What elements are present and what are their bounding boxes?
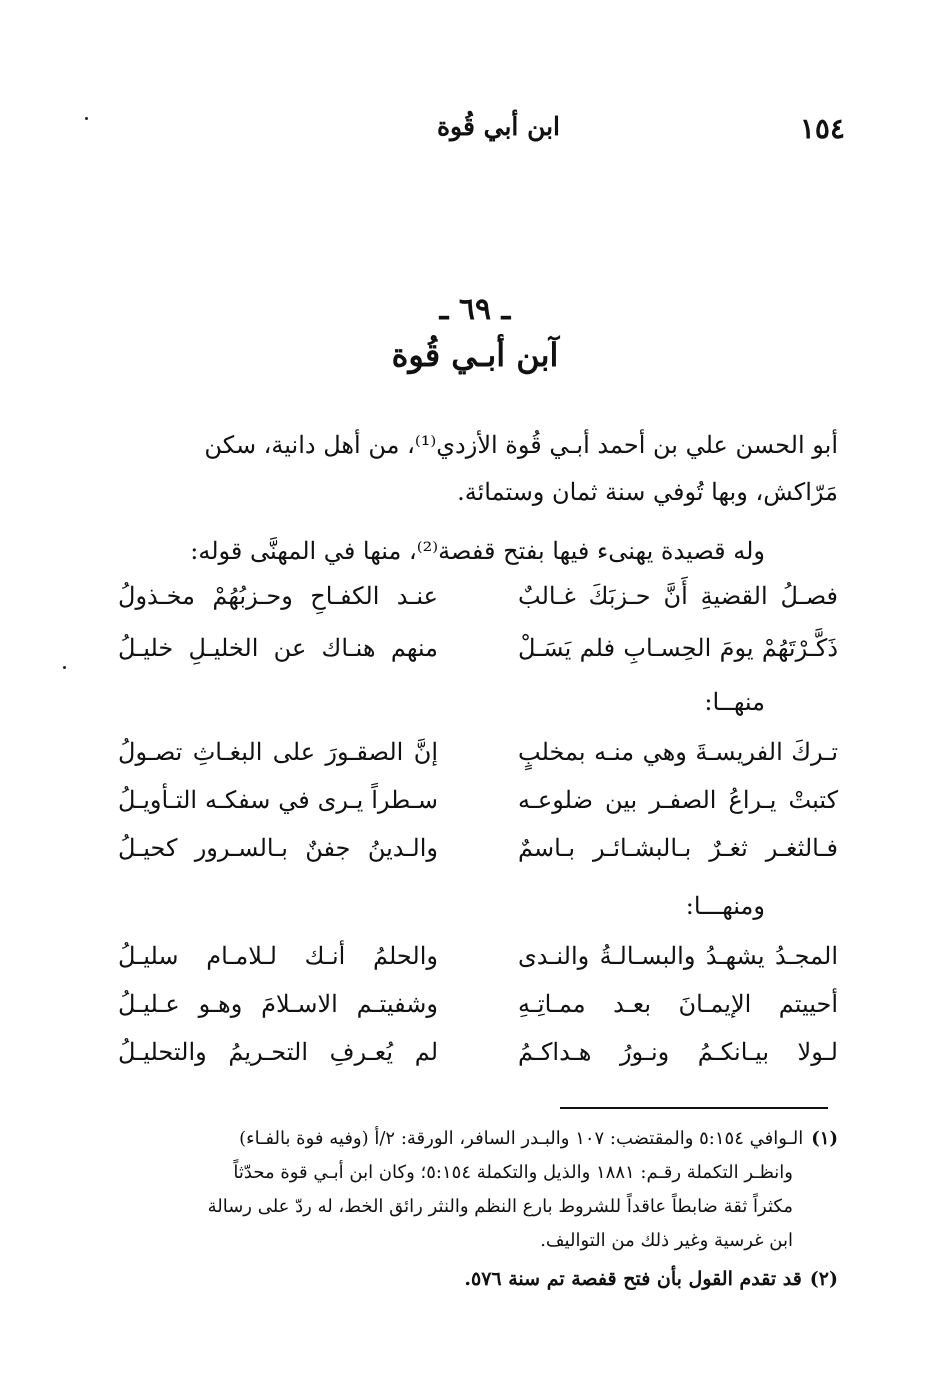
scan-speck (85, 117, 88, 120)
verse-second-hemistich: لم يُعـرفِ التحـريمُ والتحليـلُ (118, 1038, 438, 1066)
footnote-separator (560, 1107, 828, 1109)
verse-first-hemistich: كتبتْ يـراعُ الصفـر بين ضلوعـه (518, 786, 838, 814)
verse-second-hemistich: عنـد الكفـاحِ وحـزبُهُمْ مخـذولُ (118, 582, 438, 610)
verse-first-hemistich: أحييتم الإيمـانَ بعـد ممـاتِـهِ (518, 990, 838, 1018)
verse-line (118, 942, 838, 992)
footnote-1-line: مكثراً ثقة ضابطاً عاقداً للشروط بارع النظم والنثر رائق الخط، له ردّ على رسالة (207, 1196, 793, 1217)
footnote-1-line: وانظـر التكملة رقـم: ١٨٨١ والذيل والتكملة ٥:١٥٤؛ وكان ابن أبـي قوة محدّثاً (233, 1162, 793, 1183)
subheading-waminha: ومنهـــا: (685, 892, 765, 920)
verse-second-hemistich: والـدينُ جفنٌ بـالسـرور كحيـلُ (118, 834, 438, 862)
verse-second-hemistich: منهم هنـاك عن الخليـلِ خليـلُ (118, 634, 438, 662)
footnotes (118, 1122, 838, 1296)
verse-first-hemistich: فصـلُ القضيةِ أَنَّ حـزبَكَ غـالبٌ (518, 582, 838, 610)
verse-line (118, 634, 838, 684)
verse-first-hemistich: المجـدُ يشهـدُ والبسـالـةُ والنـدى (518, 942, 838, 970)
intro-paragraph (118, 422, 838, 516)
footnote-2-marker: (٢) (809, 1268, 838, 1290)
intro-line-2: مَرّاكش، وبها تُوفي سنة ثمان وستمائة. (457, 478, 838, 506)
verse-first-hemistich: تـركَ الفريسـةَ وهي منـه بمخلبٍ (518, 738, 838, 766)
scan-speck (63, 666, 66, 669)
verse-line (118, 990, 838, 1040)
verse-second-hemistich: سـطراً يـرى في سفكـه التـأويـلُ (118, 786, 438, 814)
verse-first-hemistich: فـالثغـر ثغـرٌ بـالبشـائـر بـاسمٌ (518, 834, 838, 862)
verse-line (118, 1038, 838, 1088)
verse-first-hemistich: ذَكَّـرْتَهُمْ يومَ الحِسـابِ فلم يَسَـلْ (518, 634, 838, 662)
running-title: ابن أبي قُوة (436, 112, 560, 141)
verse-line (118, 738, 838, 788)
footnote-1-line: الـوافي ٥:١٥٤ والمقتضب: ١٠٧ والبـدر السافر، الورقة: ٢/أ (وفيه فوة بالفـاء) (239, 1128, 804, 1149)
page-number: ١٥٤ (799, 112, 845, 145)
verse-second-hemistich: وشفيتـم الاسـلامَ وهـو عـليـلُ (118, 990, 438, 1018)
verse-line (118, 582, 838, 632)
verse-line (118, 834, 838, 884)
verse-second-hemistich: والحلمُ أنـك لـلامـام سليـلُ (118, 942, 438, 970)
intro-line-1: أبو الحسن علي بن أحمد أبـي قُوة الأزدي⁽¹⁾، من أهل دانية، سكن (204, 431, 838, 459)
subheading-minha: منهــا: (704, 688, 765, 716)
entry-number: ـ ٦٩ ـ (439, 292, 511, 327)
footnote-2-text: قد تقدم القول بأن فتح قفصة تم سنة ٥٧٦. (464, 1268, 802, 1290)
footnote-2 (118, 1262, 838, 1296)
verse-second-hemistich: إنَّ الصقـورَ على البغـاثِ تصـولُ (118, 738, 438, 766)
footnote-1-marker: (١) (811, 1128, 838, 1149)
footnote-1 (118, 1122, 838, 1258)
lead-line: وله قصيدة يهنىء فيها بفتح قفصة⁽²⁾، منها في المهنَّى قوله: (190, 537, 765, 565)
footnote-1-line: ابن غرسية وغير ذلك من التواليف. (540, 1230, 793, 1251)
entry-title: آبن أبـي قُوة (391, 336, 559, 374)
verse-line (118, 786, 838, 836)
verse-first-hemistich: لـولا بيـانكـمُ ونـورُ هـداكـمُ (518, 1038, 838, 1066)
